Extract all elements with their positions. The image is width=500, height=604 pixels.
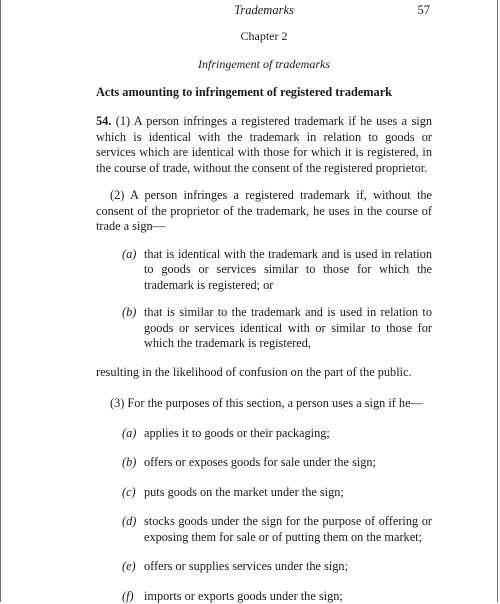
list-item	[96, 426, 432, 442]
item-text: puts goods on the market under the sign;	[144, 485, 344, 499]
item-text: that is identical with the trademark and is used in relation to goods or services similar to those for which the trademark is registered; or	[144, 247, 432, 292]
page-number: 57	[418, 3, 431, 18]
section-heading: Acts amounting to infringement of registered trademark	[96, 85, 432, 100]
subsection-2: (2) A person infringes a registered trademark if, without the consent of the proprietor of the trademark, he uses in the course of trade a sign—	[96, 188, 432, 235]
item-label: (f)	[122, 589, 134, 604]
item-text: stocks goods under the sign for the purpose of offering or exposing them for sale or of putting them on the market;	[144, 514, 432, 544]
list-item	[96, 485, 432, 501]
item-label: (d)	[122, 514, 136, 530]
list-item	[96, 559, 432, 575]
running-title: Trademarks	[96, 3, 432, 18]
subsection-2-list	[96, 247, 432, 352]
item-text: imports or exports goods under the sign;	[144, 589, 343, 603]
item-label: (b)	[122, 455, 136, 471]
item-label: (a)	[122, 247, 136, 263]
subsection-1	[96, 114, 432, 176]
item-label: (b)	[122, 305, 136, 321]
item-label: (a)	[122, 426, 136, 442]
subsection-1-text: (1) A person infringes a registered trademark if he uses a sign which is identical with the trademark in relation to goods or services which are identical with those for which it is registered, in the course of trade, without the consent of the registered proprietor.	[96, 114, 432, 175]
part-title: Infringement of trademarks	[96, 57, 432, 72]
section-number: 54.	[96, 114, 111, 128]
running-header	[96, 0, 432, 24]
chapter-label: Chapter 2	[96, 29, 432, 44]
document-page	[96, 0, 432, 604]
list-item	[96, 247, 432, 294]
item-text: offers or exposes goods for sale under the sign;	[144, 455, 376, 469]
item-label: (e)	[122, 559, 136, 575]
item-text: offers or supplies services under the sign;	[144, 559, 348, 573]
subsection-3-list	[96, 426, 432, 604]
item-text: that is similar to the trademark and is used in relation to goods or services identical with or similar to those for which the trademark is registered,	[144, 305, 432, 350]
subsection-2-result: resulting in the likelihood of confusion on the part of the public.	[96, 365, 432, 381]
item-text: applies it to goods or their packaging;	[144, 426, 330, 440]
subsection-3: (3) For the purposes of this section, a person uses a sign if he—	[96, 396, 432, 412]
list-item	[96, 455, 432, 471]
list-item	[96, 514, 432, 545]
item-label: (c)	[122, 485, 136, 501]
list-item	[96, 305, 432, 352]
